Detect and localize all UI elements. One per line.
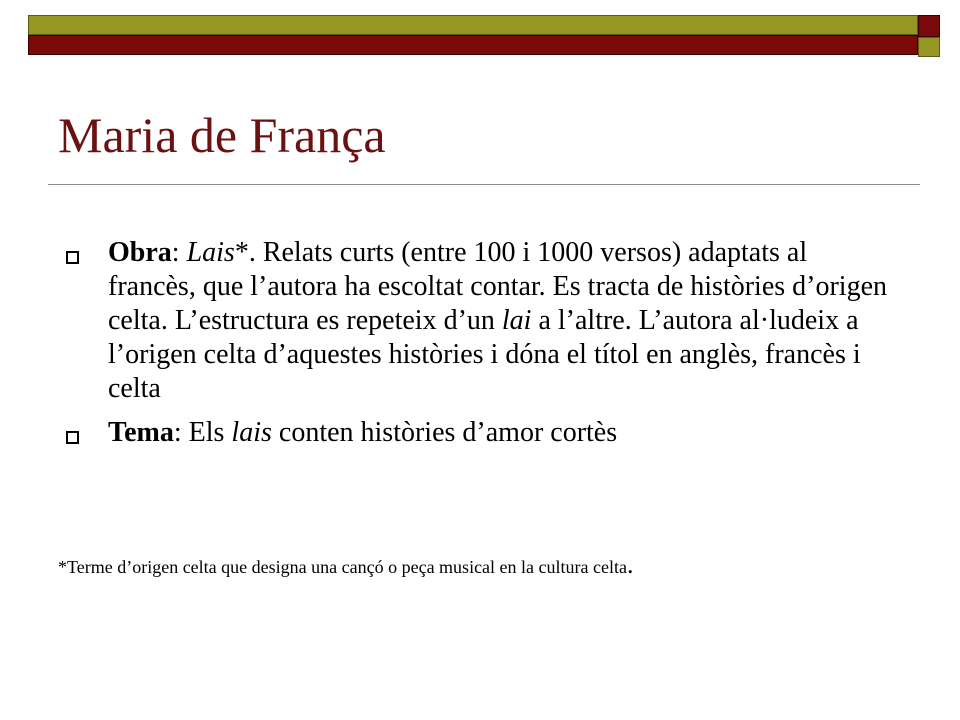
hollow-square-icon: [66, 251, 79, 264]
bullet-text: conten històries d’amor cortès: [271, 417, 618, 448]
bullet-separator: :: [171, 237, 187, 268]
title-divider: [48, 184, 920, 185]
footnote-text: *Terme d’origen celta que designa una cançó o peça musical en la cultura celta: [58, 557, 627, 577]
bullet-italic-2: lai: [501, 305, 532, 336]
bullet-tema: [60, 416, 890, 450]
bullet-label: Tema: [108, 417, 174, 448]
bullet-label: Obra: [108, 237, 172, 268]
bullet-italic: Lais: [186, 237, 235, 268]
bullet-list: [60, 236, 890, 460]
footnote: [58, 548, 818, 584]
header-square-olive: [918, 37, 940, 57]
bullet-separator: : Els: [173, 417, 232, 448]
hollow-square-icon: [66, 431, 79, 444]
header-band-olive: [28, 15, 918, 35]
header-square-maroon: [918, 15, 940, 37]
bullet-obra: [60, 236, 890, 406]
bullet-italic: lais: [231, 417, 272, 448]
footnote-end: .: [626, 550, 634, 579]
slide-title: Maria de França: [58, 107, 386, 163]
header-band-maroon: [28, 35, 918, 55]
bullet-text-2: a l’altre. L’autora al·ludeix a l’origen celta d’aquestes històries i dóna el títol en anglès, francès i celta: [108, 305, 861, 404]
bullet-text: *. Relats curts (entre 100 i 1000 versos) adaptats al francès, que l’autora ha escoltat contar. Es tracta de històries d’origen celta. L’estructura es repeteix d’un: [108, 237, 888, 336]
